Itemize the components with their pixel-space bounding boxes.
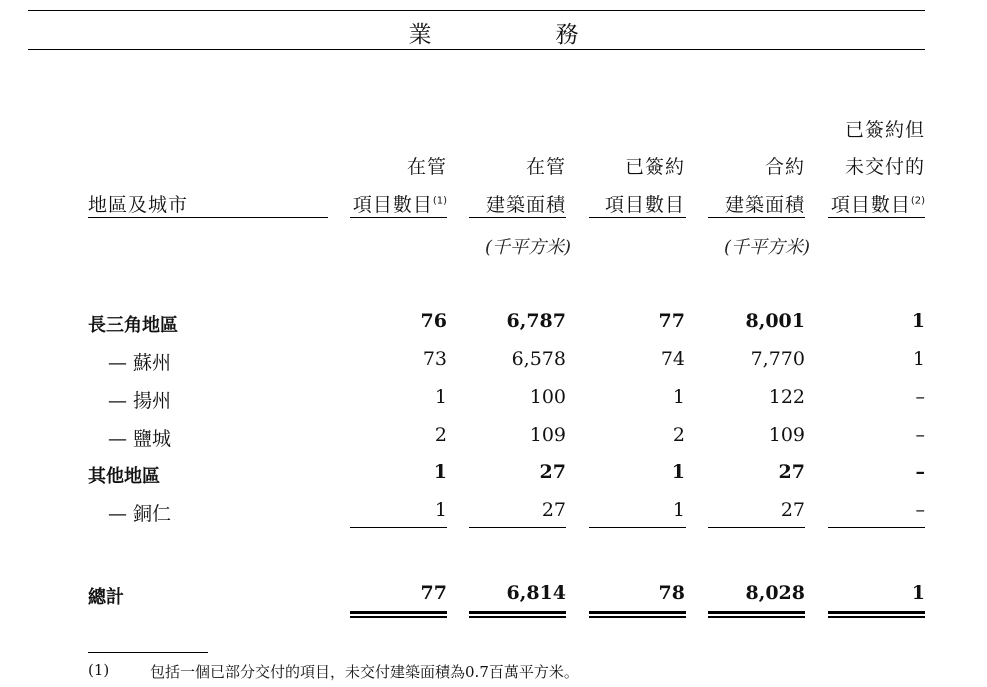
total-c3: 78 xyxy=(658,582,685,604)
header-col4-line1: 合約 xyxy=(764,156,805,178)
footnote-text: 包括一個已部分交付的項目，未交付建築面積為0.7百萬平方米。 xyxy=(150,663,579,681)
row-tongren-c2: 27 xyxy=(541,499,566,521)
total-c4: 8,028 xyxy=(745,582,805,604)
row-yancheng-c5: – xyxy=(915,424,925,446)
header-col4-line2: 建築面積 xyxy=(724,194,805,216)
unit-col2: (千平方米) xyxy=(484,237,571,258)
header-col5-line1: 已簽約但 xyxy=(844,119,925,141)
total-c1: 77 xyxy=(420,582,447,604)
total-double-rule-col3 xyxy=(589,611,686,618)
row-yangzhou-c4: 122 xyxy=(768,386,805,408)
total-double-rule-col1 xyxy=(350,611,447,618)
page-title: 業 務 xyxy=(408,22,605,48)
title-top-rule xyxy=(28,10,925,11)
row-yangzhou-c2: 100 xyxy=(529,386,566,408)
row-label-yangzhou: — 揚州 xyxy=(108,390,172,412)
header-col1-label: 項目數目 xyxy=(352,194,433,216)
subtotal-rule-col1 xyxy=(350,527,447,528)
row-yancheng-c4: 109 xyxy=(768,424,805,446)
title-bottom-rule xyxy=(28,49,925,50)
subtotal-rule-col3 xyxy=(589,527,686,528)
header-rule-col2 xyxy=(469,217,566,218)
header-col5-label: 項目數目 xyxy=(830,194,911,216)
row-yancheng-c3: 2 xyxy=(672,424,685,446)
row-yangzhou-c3: 1 xyxy=(672,386,685,408)
row-yangzhou-c5: – xyxy=(915,386,925,408)
header-col3-line1: 已簽約 xyxy=(624,156,685,178)
row-tongren-c1: 1 xyxy=(434,499,447,521)
subtotal-rule-col2 xyxy=(469,527,566,528)
total-c5: 1 xyxy=(911,582,925,604)
row-label-other-regions: 其他地區 xyxy=(88,466,160,487)
subtotal-rule-col4 xyxy=(708,527,805,528)
footnote-ref-2: (2) xyxy=(910,195,925,207)
row-yangzhou-c1: 1 xyxy=(434,386,447,408)
row-suzhou-c1: 73 xyxy=(422,348,447,370)
row-other-c1: 1 xyxy=(433,461,447,483)
header-col5-line2: 未交付的 xyxy=(844,156,925,178)
row-yancheng-c1: 2 xyxy=(434,424,447,446)
header-col2-line1: 在管 xyxy=(525,156,566,178)
header-rule-col1 xyxy=(350,217,447,218)
row-tongren-c3: 1 xyxy=(672,499,685,521)
total-label: 總計 xyxy=(88,587,124,608)
header-col1-line2 xyxy=(353,190,447,217)
row-yancheng-c2: 109 xyxy=(529,424,566,446)
row-yangtze-c5: 1 xyxy=(911,310,925,332)
row-tongren-c4: 27 xyxy=(780,499,805,521)
header-rule-col5 xyxy=(828,217,925,218)
row-other-c3: 1 xyxy=(671,461,685,483)
header-rule-region xyxy=(88,217,328,218)
row-other-c2: 27 xyxy=(539,461,566,483)
header-region: 地區及城市 xyxy=(88,194,189,216)
header-rule-col3 xyxy=(589,217,686,218)
row-suzhou-c4: 7,770 xyxy=(750,348,805,370)
row-other-c4: 27 xyxy=(778,461,805,483)
header-col2-line2: 建築面積 xyxy=(485,194,566,216)
total-double-rule-col5 xyxy=(828,611,925,618)
footnote-ref-1: (1) xyxy=(432,195,447,207)
footnote-mark: (1) xyxy=(88,661,110,679)
header-rule-col4 xyxy=(708,217,805,218)
row-yangtze-c2: 6,787 xyxy=(506,310,566,332)
header-col1-line1: 在管 xyxy=(406,156,447,178)
row-suzhou-c2: 6,578 xyxy=(511,348,566,370)
footnote-separator xyxy=(88,652,208,653)
subtotal-rule-col5 xyxy=(828,527,925,528)
row-label-yangtze-delta: 長三角地區 xyxy=(88,315,178,336)
header-col3-line2: 項目數目 xyxy=(604,194,685,216)
row-yangtze-c3: 77 xyxy=(658,310,685,332)
row-label-suzhou: — 蘇州 xyxy=(108,352,172,374)
row-label-tongren: — 銅仁 xyxy=(108,503,172,525)
header-col5-line3 xyxy=(831,190,925,217)
row-tongren-c5: – xyxy=(915,499,925,521)
row-suzhou-c3: 74 xyxy=(660,348,685,370)
row-label-yancheng: — 鹽城 xyxy=(108,428,172,450)
total-c2: 6,814 xyxy=(506,582,566,604)
total-double-rule-col2 xyxy=(469,611,566,618)
row-other-c5: – xyxy=(915,461,925,483)
unit-col4: (千平方米) xyxy=(723,237,810,258)
row-yangtze-c1: 76 xyxy=(420,310,447,332)
row-yangtze-c4: 8,001 xyxy=(745,310,805,332)
row-suzhou-c5: 1 xyxy=(912,348,925,370)
total-double-rule-col4 xyxy=(708,611,805,618)
